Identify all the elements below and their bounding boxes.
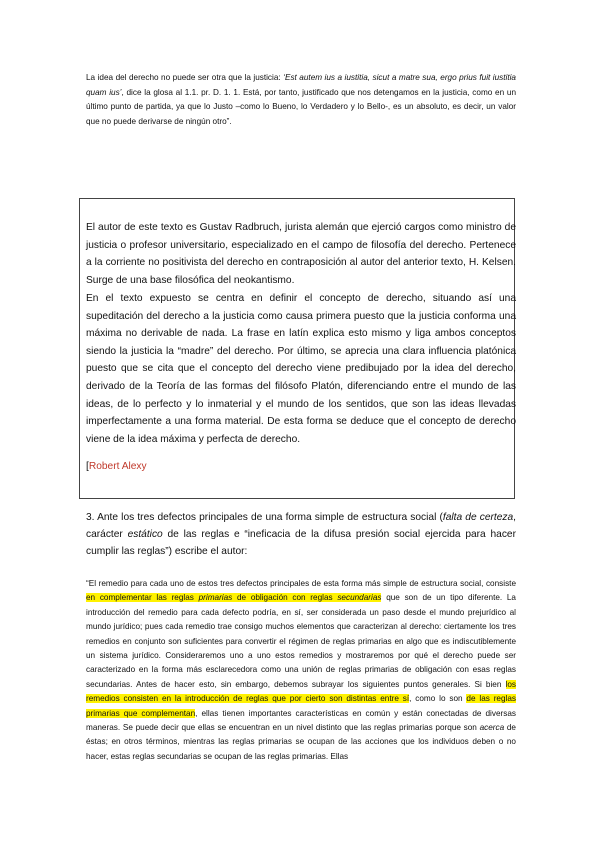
quote-text-5: de éstas; en otros términos, mientras las reglas primarias se ocupan de las acciones que los individuos deben o no hacer, estas reglas secundarias se ocupan de las reglas primarias. Ellas xyxy=(86,723,516,761)
highlight-2: los remedios consisten en la introducción de reglas que por cierto son distintas entre sí xyxy=(86,679,516,704)
question-3 xyxy=(86,509,516,560)
latin-quote: ‘Est autem ius a iustitia, sicut a matre sua, ergo prius fuit iustitia quam ius’ xyxy=(86,73,516,97)
quote-text-2: que son de un tipo diferente. La introducción del remedio para cada defecto podría, en sí, ser considerada un paso desde el mundo prejurídico al mundo jurídico; pues cada remedio trae consigo muchos elementos que caracterizan al derecho: ciertamente los tres remedios en conjunto son suficientes para convertir el régimen de reglas primarias en algo que es indiscutiblemente un sistema jurídico. Consideraremos uno a uno estos remedios y mostraremos por qué el derecho puede ser caracterizado en la forma más esclarecedora como una unión de reglas primarias de obligación con esas reglas secundarias. Antes de hacer esto, sin embargo, debemos subrayar los siguientes puntos generales. Si bien xyxy=(86,593,516,689)
highlight-1 xyxy=(86,593,381,602)
quote-text-1: “El remedio para cada uno de estos tres defectos principales de esta forma más simple de estructura social, consiste xyxy=(86,579,516,588)
highlight-1-italic: primarias xyxy=(198,593,233,603)
bracket: [ xyxy=(86,461,89,472)
quote-italic: acerca xyxy=(479,723,505,733)
highlight-1-text-a: en complementar las reglas xyxy=(86,593,199,603)
author-name-text: Robert Alexy xyxy=(88,461,147,472)
intro-quote-paragraph xyxy=(86,71,516,129)
answer-paragraph-2: En el texto expuesto se centra en definir el concepto de derecho, situando así una supeditación del derecho a la justicia como causa primera puesto que la justicia conforma una máxima no derivable de nada. La frase en latín explica esto mismo y liga ambos conceptos siendo la justicia la “madre” del derecho. Por último, se aprecia una clara influencia platónica puesto que se cita que el concepto del derecho viene predibujado por la idea del derecho, derivado de la Teoría de las formas del filósofo Platón, diferenciando entre el mundo de las ideas, de lo perfecto y lo inmaterial y el mundo de los sentidos, que son las ideas llevadas imperfectamente a una forma material. De esta forma se deduce que el concepto de derecho viene de la idea máxima y perfecta de derecho. xyxy=(86,293,516,445)
intro-text-continued: , dice la glosa al 1.1. pr. D. 1. 1. Está, por tanto, justificado que nos detengamos en la justicia, como en un último punto de partida, ya que lo Justo –como lo Bueno, lo Verdadero y lo Bello-, es un absoluto, es decir, un valor que no puede derivarse de ningún otro”. xyxy=(86,87,516,126)
highlight-3: de las reglas primarias que complementan xyxy=(86,694,516,718)
answer-paragraph-1: El autor de este texto es Gustav Radbruch, jurista alemán que ejerció cargos como ministro de justicia o profesor universitario, especializado en el campo de filosofía del derecho. Pertenece a la corriente no positivista del derecho en contraposición al autor del anterior texto, H. Kelsen. Surge de una base filosófica del neokantismo. xyxy=(86,222,516,286)
highlight-1-italic-2: secundarias xyxy=(337,593,382,603)
author-name xyxy=(86,458,516,476)
intro-text: La idea del derecho no puede ser otra que la justicia: xyxy=(86,73,284,82)
question-text-3: de las reglas e “ineficacia de la difusa presión social ejercida para hacer cumplir las reglas”) escribe el autor: xyxy=(86,529,516,557)
quote-text-4: , ellas tienen importantes características en común y están conectadas de diversas maneras. Se puede decir que ellas se encuentran en un nivel distinto que las reglas primarias porque son xyxy=(86,708,516,733)
question-italic-2: estático xyxy=(127,529,163,540)
question-italic-1: falta de certeza xyxy=(442,512,514,523)
highlight-1-text-b: de obligación con reglas xyxy=(232,593,338,603)
quote-text-3: , como lo son xyxy=(409,694,467,704)
hart-quote-paragraph xyxy=(86,577,516,764)
question-text-2: , carácter xyxy=(86,512,517,540)
question-text: 3. Ante los tres defectos principales de una forma simple de estructura social ( xyxy=(86,512,443,523)
